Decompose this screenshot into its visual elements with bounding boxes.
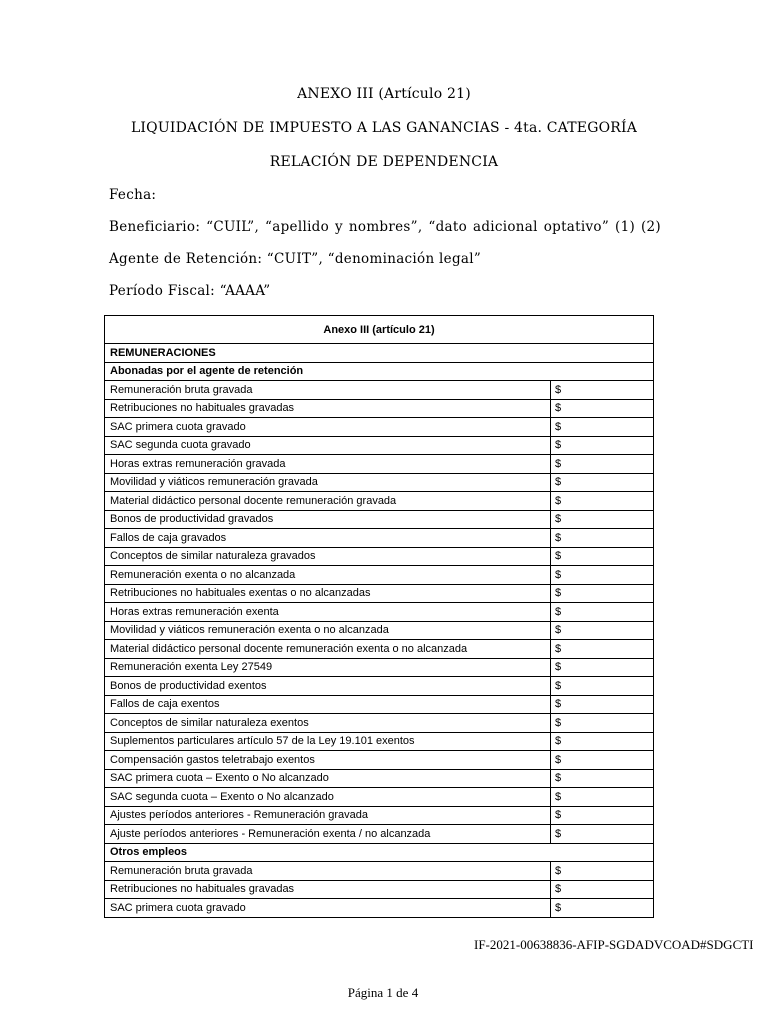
concept-label: SAC primera cuota – Exento o No alcanzado (105, 769, 551, 788)
amount-cell: $ (551, 510, 654, 529)
amount-cell: $ (551, 399, 654, 418)
table-row (105, 621, 654, 640)
amount-cell: $ (551, 473, 654, 492)
amount-cell: $ (551, 899, 654, 918)
table-row (105, 769, 654, 788)
amount-cell: $ (551, 381, 654, 400)
concept-label: Horas extras remuneración exenta (105, 603, 551, 622)
table-row (105, 381, 654, 400)
concept-label: Retribuciones no habituales gravadas (105, 399, 551, 418)
amount-cell: $ (551, 769, 654, 788)
amount-cell: $ (551, 492, 654, 511)
table-row (105, 510, 654, 529)
beneficiario-line: Beneficiario: “CUIL”, “apellido y nombres”, “dato adicional optativo” (1) (2) (109, 219, 661, 235)
section-row (105, 843, 654, 862)
table-title-row (105, 316, 654, 344)
section-row (105, 344, 654, 363)
table-row (105, 603, 654, 622)
amount-cell: $ (551, 751, 654, 770)
concept-label: SAC primera cuota gravado (105, 418, 551, 437)
concept-label: Bonos de productividad gravados (105, 510, 551, 529)
table-row (105, 399, 654, 418)
table-row (105, 436, 654, 455)
concept-label: Material didáctico personal docente remuneración exenta o no alcanzada (105, 640, 551, 659)
table-row (105, 418, 654, 437)
concept-label: Bonos de productividad exentos (105, 677, 551, 696)
concept-label: Horas extras remuneración gravada (105, 455, 551, 474)
section-row (105, 362, 654, 381)
table-row (105, 732, 654, 751)
section-otros-empleos: Otros empleos (105, 843, 654, 862)
table-row (105, 695, 654, 714)
table-title: Anexo III (artículo 21) (105, 316, 654, 344)
page-number: Página 1 de 4 (347, 985, 419, 1000)
amount-cell: $ (551, 714, 654, 733)
concept-label: Suplementos particulares artículo 57 de la Ley 19.101 exentos (105, 732, 551, 751)
table-row (105, 825, 654, 844)
table-row (105, 492, 654, 511)
table-row (105, 899, 654, 918)
amount-cell: $ (551, 788, 654, 807)
concept-label: Retribuciones no habituales gravadas (105, 880, 551, 899)
amount-cell: $ (551, 695, 654, 714)
table-row (105, 862, 654, 881)
amount-cell: $ (551, 862, 654, 881)
section-abonadas: Abonadas por el agente de retención (105, 362, 654, 381)
concept-label: SAC segunda cuota gravado (105, 436, 551, 455)
table-row (105, 788, 654, 807)
concept-label: Remuneración exenta Ley 27549 (105, 658, 551, 677)
document-heading-annex: ANEXO III (Artículo 21) (297, 86, 471, 102)
amount-cell: $ (551, 621, 654, 640)
table-row (105, 806, 654, 825)
amount-cell: $ (551, 584, 654, 603)
periodo-fiscal-line: Período Fiscal: “AAAA” (109, 283, 271, 299)
document-heading-subtitle: RELACIÓN DE DEPENDENCIA (269, 154, 499, 170)
table-row (105, 640, 654, 659)
concept-label: Movilidad y viáticos remuneración gravada (105, 473, 551, 492)
concept-label: Movilidad y viáticos remuneración exenta o no alcanzada (105, 621, 551, 640)
table-row (105, 584, 654, 603)
concept-label: Conceptos de similar naturaleza gravados (105, 547, 551, 566)
amount-cell: $ (551, 806, 654, 825)
fecha-label: Fecha: (109, 187, 157, 203)
concept-label: SAC segunda cuota – Exento o No alcanzado (105, 788, 551, 807)
table-row (105, 455, 654, 474)
table-row (105, 658, 654, 677)
anexo-table (104, 315, 654, 918)
section-remuneraciones: REMUNERACIONES (105, 344, 654, 363)
concept-label: Ajustes períodos anteriores - Remuneración gravada (105, 806, 551, 825)
table-row (105, 566, 654, 585)
table-row (105, 473, 654, 492)
amount-cell: $ (551, 640, 654, 659)
table-row (105, 677, 654, 696)
amount-cell: $ (551, 547, 654, 566)
table-row (105, 880, 654, 899)
amount-cell: $ (551, 825, 654, 844)
amount-cell: $ (551, 566, 654, 585)
document-heading-title: LIQUIDACIÓN DE IMPUESTO A LAS GANANCIAS - 4ta. CATEGORÍA (130, 120, 638, 136)
table-row (105, 751, 654, 770)
table-row (105, 529, 654, 548)
amount-cell: $ (551, 436, 654, 455)
concept-label: SAC primera cuota gravado (105, 899, 551, 918)
table-row (105, 714, 654, 733)
amount-cell: $ (551, 603, 654, 622)
concept-label: Fallos de caja gravados (105, 529, 551, 548)
amount-cell: $ (551, 418, 654, 437)
concept-label: Fallos de caja exentos (105, 695, 551, 714)
concept-label: Material didáctico personal docente remuneración gravada (105, 492, 551, 511)
agente-retencion-line: Agente de Retención: “CUIT”, “denominación legal” (109, 251, 482, 267)
document-id: IF-2021-00638836-AFIP-SGDADVCOAD#SDGCTI (474, 937, 754, 952)
amount-cell: $ (551, 455, 654, 474)
concept-label: Remuneración bruta gravada (105, 381, 551, 400)
concept-label: Retribuciones no habituales exentas o no alcanzadas (105, 584, 551, 603)
table-row (105, 547, 654, 566)
concept-label: Conceptos de similar naturaleza exentos (105, 714, 551, 733)
amount-cell: $ (551, 732, 654, 751)
concept-label: Remuneración bruta gravada (105, 862, 551, 881)
amount-cell: $ (551, 529, 654, 548)
concept-label: Ajuste períodos anteriores - Remuneración exenta / no alcanzada (105, 825, 551, 844)
amount-cell: $ (551, 677, 654, 696)
concept-label: Remuneración exenta o no alcanzada (105, 566, 551, 585)
amount-cell: $ (551, 658, 654, 677)
concept-label: Compensación gastos teletrabajo exentos (105, 751, 551, 770)
amount-cell: $ (551, 880, 654, 899)
